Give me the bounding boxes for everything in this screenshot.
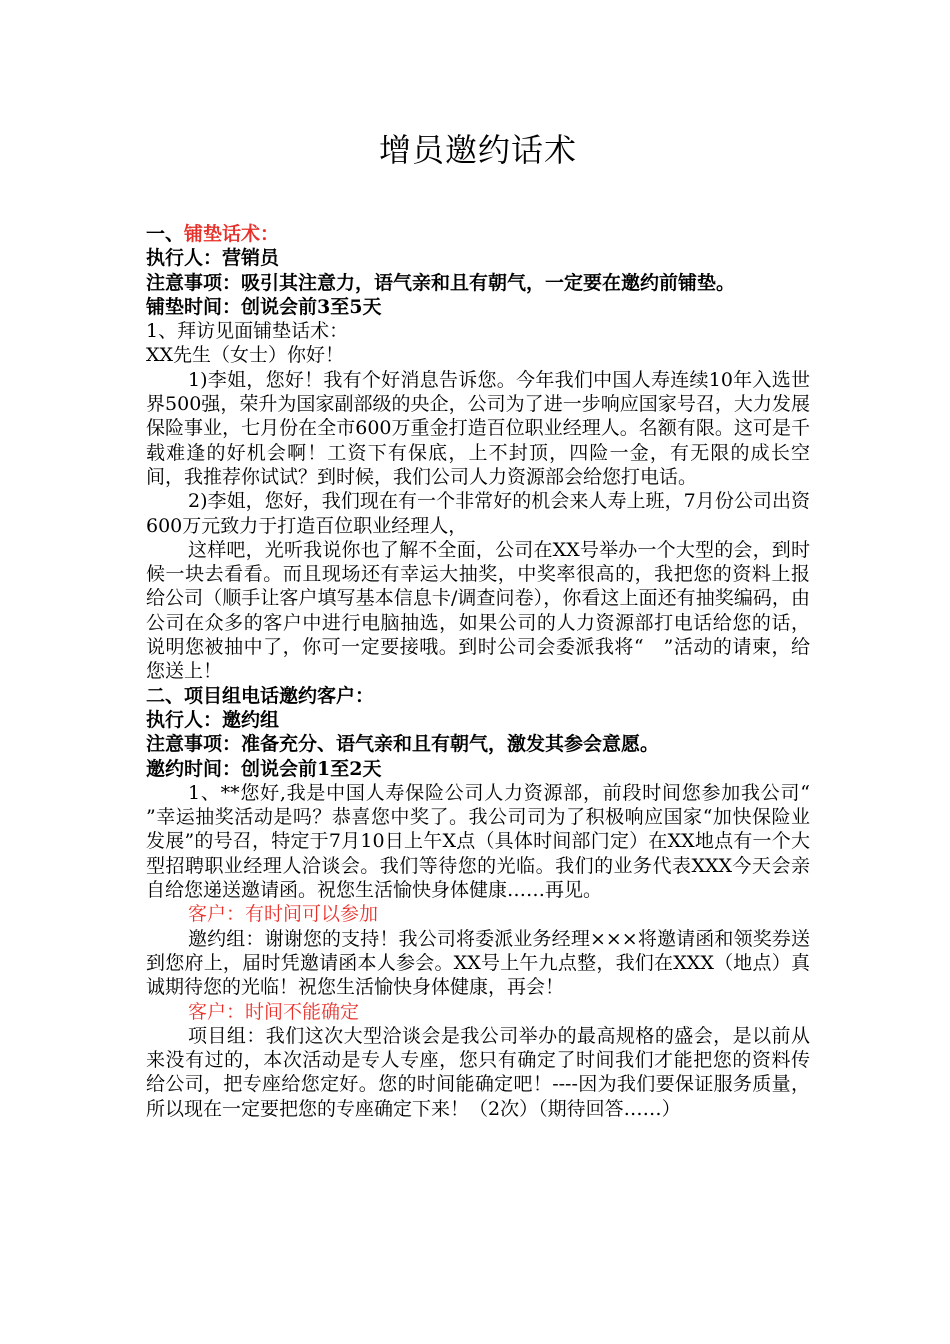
section1-heading-red: 铺垫话术： [184,223,280,245]
page-title: 增员邀约话术 [378,131,577,169]
section2-heading: 二、项目组电话邀约客户： [146,684,375,707]
document-body [146,222,849,1121]
section1-paragraph-2: 2)李姐，您好，我们现在有一个非常好的机会来人寿上班，7月份公司出资600万元致力于打造百位职业经理人， [146,490,810,537]
section2-notes: 注意事项：准备充分、语气亲和且有朝气，激发其参会意愿。 [146,733,660,756]
section1-heading-prefix: 一、 [146,223,185,245]
customer-response-2: 客户：时间不能确定 [188,1000,360,1023]
section1-heading [146,222,810,246]
section1-executor: 执行人：营销员 [146,247,280,270]
invite-reply-2: 项目组：我们这次大型洽谈会是我公司举办的最高规格的盛会，是以前从来没有过的，本次活动是专人专座，您只有确定了时间我们才能把您的资料传给公司，把专座给您定好。您的时间能确定吧！----因为我们要保证服务质量，所以现在一定要把您的专座确定下来！（2次）（期待回答……） [146,1024,810,1120]
section1-greeting: XX先生（女士）你好！ [146,344,345,367]
section2-time: 邀约时间：创说会前1至2天 [146,757,382,780]
invite-reply-1: 邀约组：谢谢您的支持！我公司将委派业务经理×××将邀请函和领奖券送到您府上，届时凭邀请函本人参会。XX号上午九点整，我们在XXX（地点）真诚期待您的光临！祝您生活愉快身体健康，再会！ [146,927,810,999]
section1-time: 铺垫时间：创说会前3至5天 [146,295,382,318]
section1-paragraph-3: 这样吧，光听我说你也了解不全面，公司在XX号举办一个大型的会，到时候一块去看看。而且现场还有幸运大抽奖，中奖率很高的，我把您的资料上报给公司（顺手让客户填写基本信息卡/调查问卷），你看这上面还有抽奖编码，由公司在众多的客户中进行电脑抽选，如果公司的人力资源部打电话给您的话，说明您被抽中了，你可一定要接哦。到时公司会委派我将“ ”活动的请柬，给您送上！ [146,538,810,683]
section1-paragraph-1: 1)李姐，您好！我有个好消息告诉您。今年我们中国人寿连续10年入选世界500强，荣升为国家副部级的央企，公司为了进一步响应国家号召，大力发展保险事业，七月份在全市600万重金打造百位职业经理人。名额有限。这可是千载难逢的好机会啊！工资下有保底，上不封顶，四险一金，有无限的成长空间，我推荐你试试？到时候，我们公司人力资源部会给您打电话。 [146,368,810,488]
section2-paragraph-1: 1、**您好,我是中国人寿保险公司人力资源部，前段时间您参加我公司“ ”幸运抽奖活动是吗？恭喜您中奖了。我公司司为了积极响应国家“加快保险业发展”的号召，特定于7月10日上午X点（具体时间部门定）在XX地点有一个大型招聘职业经理人洽谈会。我们等待您的光临。我们的业务代表XXX今天会亲自给您递送邀请函。祝您生活愉快身体健康……再见。 [146,781,849,902]
customer-response-1: 客户：有时间可以参加 [188,903,379,926]
section1-notes: 注意事项：吸引其注意力，语气亲和且有朝气，一定要在邀约前铺垫。 [146,271,736,294]
section1-sub1: 1、拜访见面铺垫话术： [146,320,349,343]
section2-executor: 执行人：邀约组 [146,708,280,731]
